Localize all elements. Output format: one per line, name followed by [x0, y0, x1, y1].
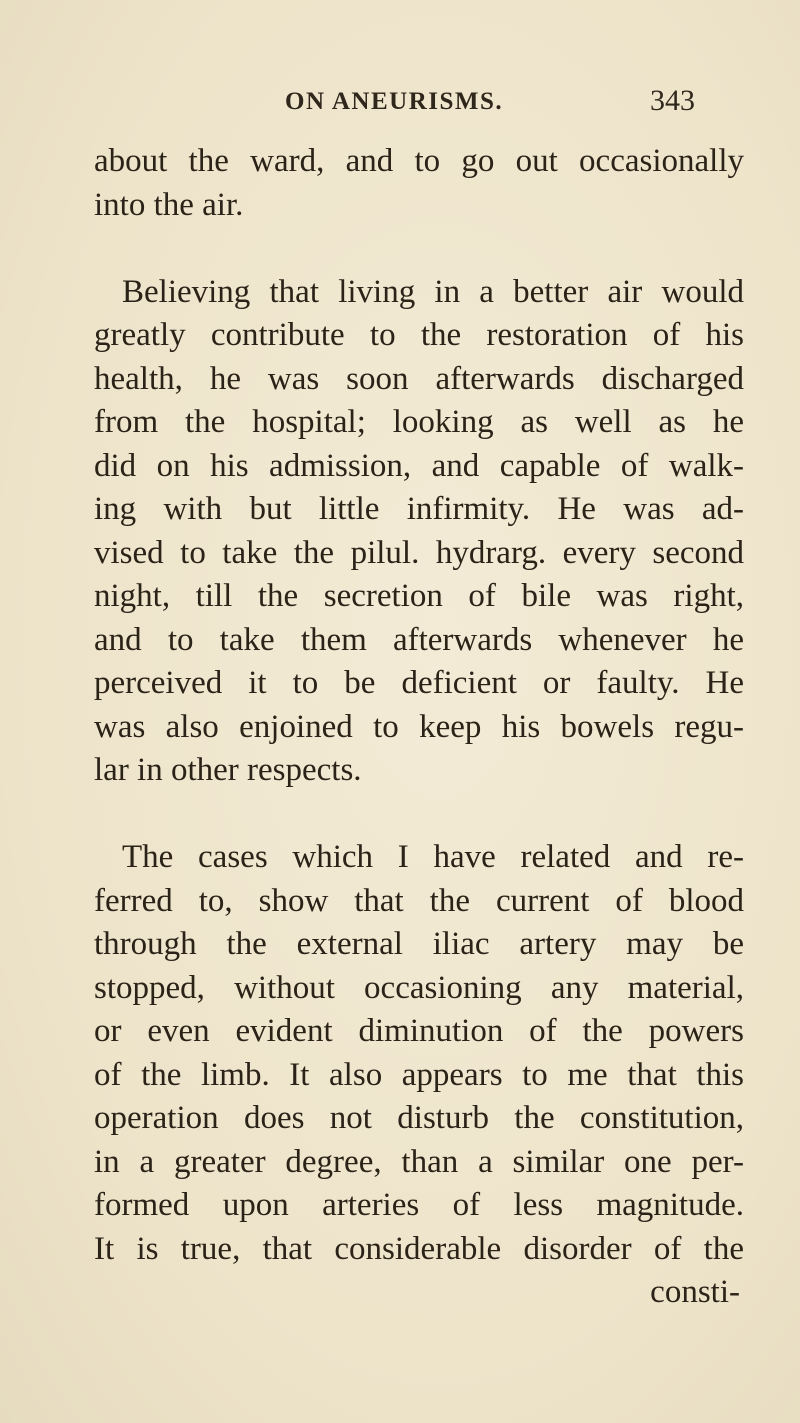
body-text: [94, 140, 744, 1315]
text-line: ing with but little infirmity. He was ad-: [94, 491, 744, 527]
text-line: stopped, without occasioning any material,: [94, 969, 744, 1006]
text-line: into the air.: [94, 186, 244, 223]
text-line: or even evident diminution of the powers: [94, 1013, 744, 1049]
text-line: did on his admission, and capable of walk-: [94, 447, 744, 484]
text-line: in a greater degree, than a similar one per-: [94, 1143, 744, 1180]
running-head: ON ANEURISMS.: [285, 88, 504, 115]
text-line: about the ward, and to go out occasionally: [94, 143, 744, 179]
paragraph-gap: [94, 227, 744, 271]
paragraph-gap: [94, 793, 744, 837]
text-line: vised to take the pilul. hydrarg. every second: [94, 534, 744, 571]
text-line: formed upon arteries of less magnitude.: [94, 1187, 744, 1223]
text-line: The cases which I have related and re-: [122, 839, 744, 875]
text-line: Believing that living in a better air would: [122, 273, 744, 310]
text-line: It is true, that considerable disorder of the: [94, 1230, 744, 1267]
text-line: perceived it to be deficient or faulty. He: [94, 665, 744, 701]
text-line: from the hospital; looking as well as he: [94, 404, 744, 440]
catchword: consti-: [650, 1274, 740, 1310]
text-line: through the external iliac artery may be: [94, 926, 744, 962]
text-line: ferred to, show that the current of blood: [94, 882, 744, 919]
text-line: operation does not disturb the constitution,: [94, 1100, 744, 1136]
text-line: lar in other respects.: [94, 752, 362, 788]
text-line: greatly contribute to the restoration of his: [94, 317, 744, 353]
text-line: and to take them afterwards whenever he: [94, 621, 744, 658]
text-line: health, he was soon afterwards discharged: [94, 360, 744, 397]
text-line: was also enjoined to keep his bowels regu-: [94, 708, 744, 745]
text-line: night, till the secretion of bile was right,: [94, 578, 744, 614]
page-number: 343: [650, 84, 695, 117]
page-header: [0, 82, 800, 122]
text-line: of the limb. It also appears to me that this: [94, 1056, 744, 1093]
